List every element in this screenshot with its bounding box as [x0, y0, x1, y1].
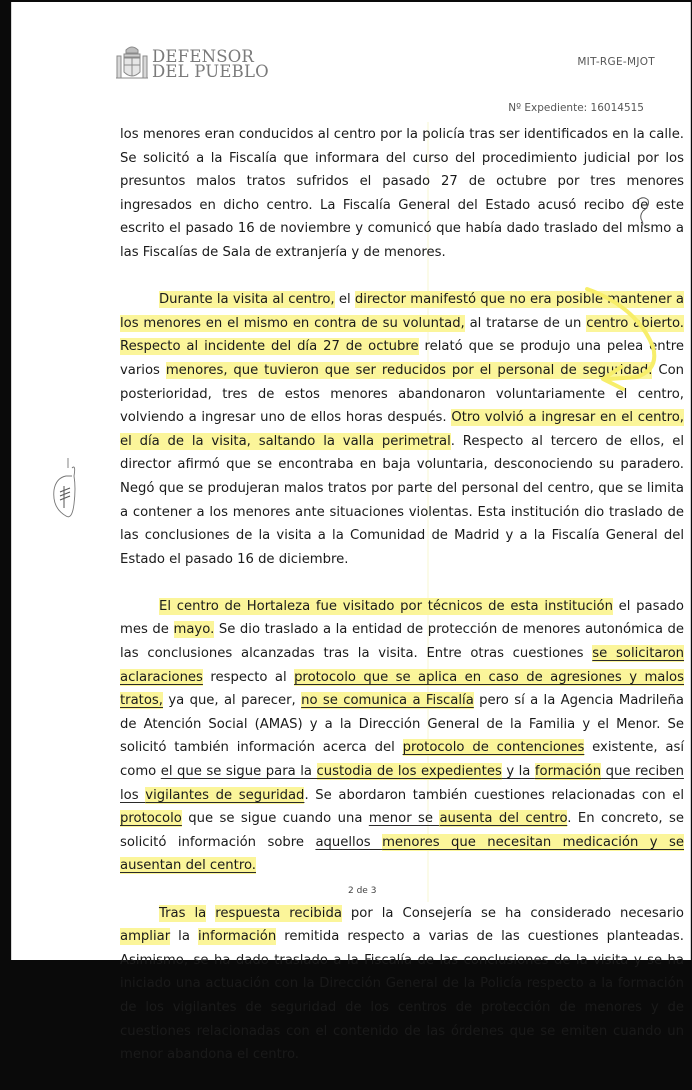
highlighted-text: mayo.	[173, 622, 215, 638]
text-segment: . Se abordaron también cuestiones relacionadas con el	[304, 787, 685, 803]
highlighted-text: protocolo que se aplica en caso de agresiones y malos tratos,	[120, 669, 684, 709]
handwritten-question-mark-icon	[634, 195, 652, 229]
highlighted-text: Tras la	[159, 905, 207, 921]
underlined-text: que reciben los	[120, 764, 684, 803]
highlighted-text: no se comunica a Fiscalía	[301, 693, 474, 709]
highlighted-text: respuesta recibida	[215, 905, 342, 921]
highlighted-text: formación	[534, 764, 602, 780]
text-segment: ya que, al parecer,	[162, 693, 302, 709]
highlighted-text: centro abierto. Respecto al incidente del día 27 de octubre	[120, 315, 684, 355]
highlighted-text: Otro volvió a ingresar en el centro, el día de la visita, saltando la valla perimetral	[120, 410, 684, 449]
text-segment: el	[334, 292, 355, 308]
text-segment: . En concreto, se solicitó información sobre	[120, 811, 684, 850]
text-segment: los menores eran conducidos al centro por la policía tras ser identificados en la calle. Se solicitó a la Fiscalía que informara del curso del procedimiento judicial por los presuntos malos tratos sufridos el pasado 27 de octubre por tres menores ingresados en dicho centro. La Fiscalía General del Estado acusó recibo de este escrito el pasado 16 de noviembre y comunicó que había dado traslado del mismo a las Fiscalías de Sala de extranjería y de menores.	[120, 127, 684, 260]
highlighted-text: protocolo	[120, 811, 182, 827]
text-segment: la	[170, 929, 198, 945]
hand-drawn-arrow-icon	[567, 277, 677, 397]
logo-line-1: DEFENSOR	[152, 47, 255, 66]
text-segment: pero sí a la Agencia Madrileña de Atención Social (AMAS) y a la Dirección General de la Familia y el Menor. Se solicitó también información acerca del	[120, 693, 684, 756]
document-body	[120, 123, 684, 1090]
logo-line-2: DEL PUEBLO	[152, 62, 269, 81]
text-segment: remitida respecto a varias de las cuestiones planteadas. Asimismo, se ha dado traslado a la Fiscalía de las conclusiones de la visita y se ha iniciado una actuación con la Dirección General de la Policía respecto a la formación de los vigilantes de seguridad de los centros de protección de menores y de cuestiones relacionadas con el contenido de las órdenes que se emiten cuando un menor abandona el centro.	[120, 929, 684, 1063]
text-segment: Se dio traslado a la entidad de protección de menores autonómica de las conclusiones alcanzadas tras la visita. Entre otras cuestiones	[120, 622, 684, 662]
underlined-text: menor se	[368, 811, 440, 827]
underlined-text: y la	[501, 764, 535, 780]
text-segment: que se sigue cuando una	[181, 811, 369, 827]
highlighted-text: se solicitaron aclaraciones	[120, 646, 685, 685]
text-segment	[206, 906, 215, 921]
highlighted-text: El centro de Hortaleza fue visitado por técnicos de esta institución	[159, 598, 613, 614]
reference-code: MIT-RGE-MJOT	[577, 56, 655, 68]
highlighted-text: director manifestó que no era posible mantener a los menores en el mismo en contra de su voluntad,	[120, 292, 684, 331]
highlighted-text: menores que necesitan medicación y se ausentan del centro.	[120, 834, 684, 874]
text-segment: por la Consejería se ha considerado necesario	[341, 905, 684, 921]
text-segment: relató que se produjo una pelea entre varios	[120, 339, 684, 378]
text-segment: al tratarse de un	[464, 315, 587, 331]
highlighted-text: menores, que tuvieron que ser reducidos por el personal de seguridad.	[165, 362, 653, 378]
text-segment: existente, así como	[120, 740, 684, 780]
text-segment: el pasado mes de	[120, 598, 684, 638]
text-segment: . Respecto al tercero de ellos, el director afirmó que se encontraba en baja voluntaria, desconociendo su paradero. Negó que se produjeran malos tratos por parte del personal del centro, que se limita a contener a los menores ante situaciones violentas. Esta institución dio traslado de las conclusiones de la visita a la Comunidad de Madrid y a la Fiscalía General del Estado el pasado 16 de diciembre.	[120, 433, 684, 567]
paragraph-4	[120, 902, 684, 1067]
text-segment: respecto al	[202, 669, 295, 685]
highlighted-text: ampliar	[120, 929, 171, 945]
page-number: 2 de 3	[348, 886, 377, 896]
highlighted-text: ausenta del centro	[439, 811, 568, 827]
highlighted-text: Durante la visita al centro,	[159, 292, 335, 308]
highlighted-text: vigilantes de seguridad	[145, 787, 305, 803]
document-page	[11, 2, 691, 1063]
highlighted-text: información	[197, 929, 277, 945]
underlined-text: aquellos	[315, 834, 383, 850]
underlined-text: el que se sigue para la	[160, 764, 317, 780]
paragraph-3	[120, 595, 684, 878]
signature-icon	[42, 458, 92, 528]
coat-of-arms-icon	[114, 44, 150, 84]
expediente-number: Nº Expediente: 16014515	[508, 102, 644, 114]
highlighted-text: custodia de los expedientes	[316, 764, 502, 780]
text-segment: Con posterioridad, tres de estos menores abandonaron voluntariamente el centro, volviendo a ingresar uno de ellos horas después.	[120, 362, 684, 426]
defensor-logo	[114, 42, 274, 86]
paragraph-1	[120, 123, 684, 265]
highlighted-text: protocolo de contenciones	[402, 740, 585, 756]
